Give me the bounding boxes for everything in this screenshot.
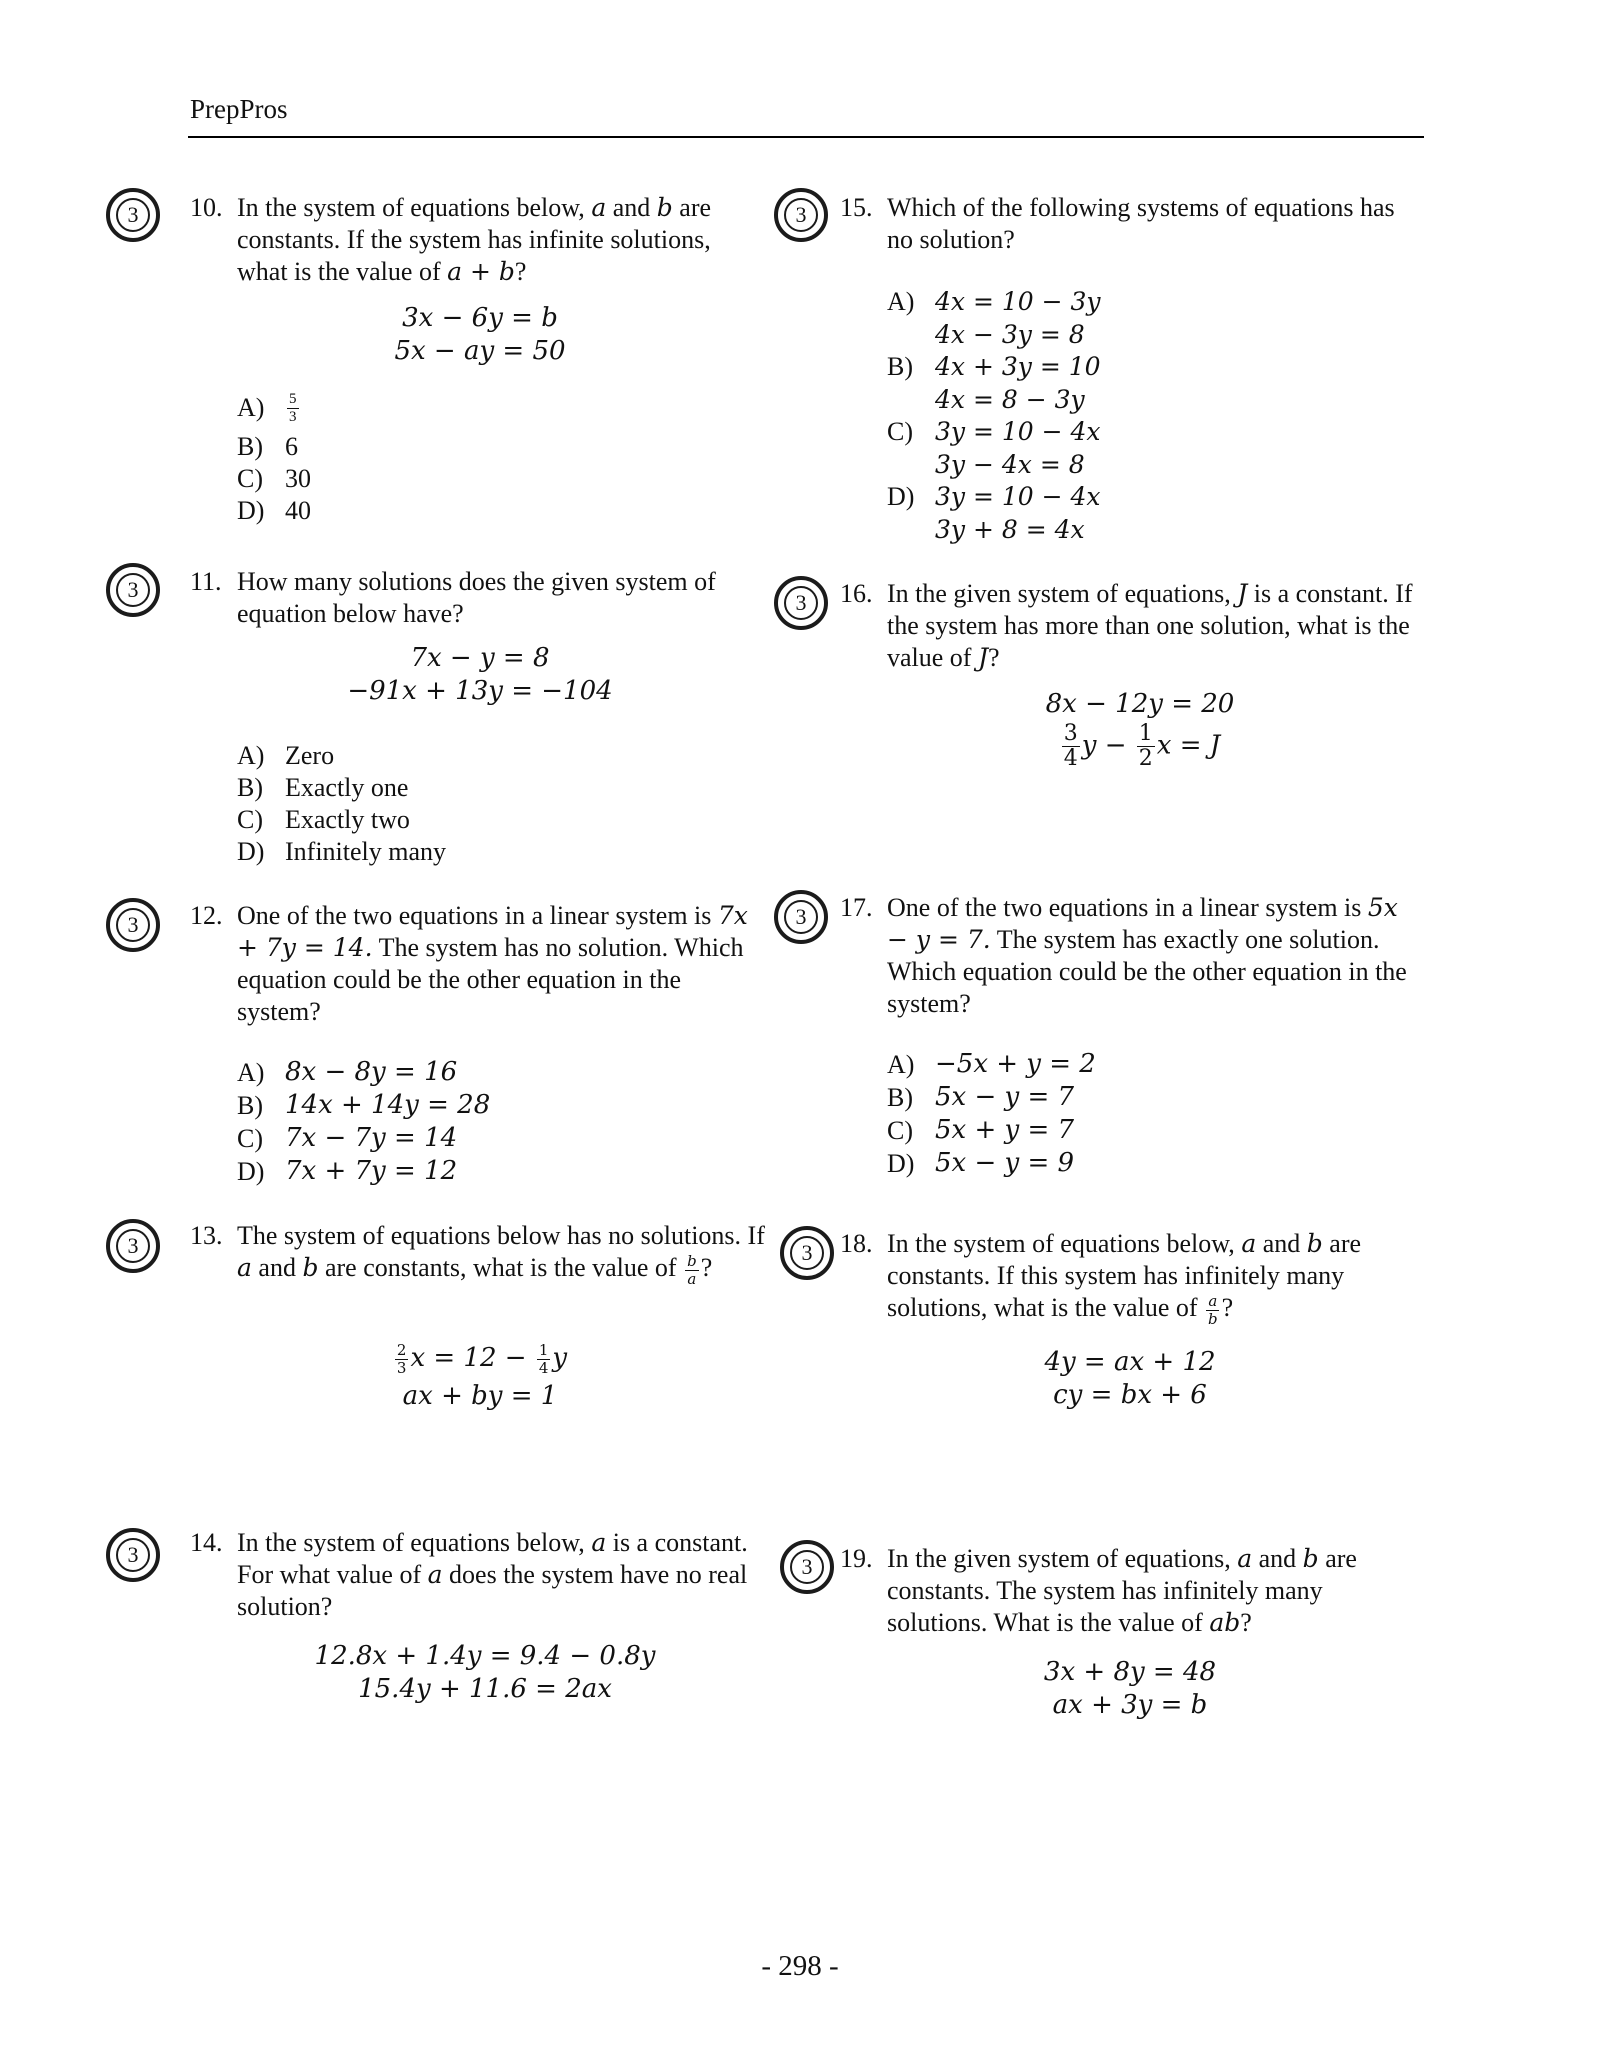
difficulty-badge: 3 bbox=[774, 890, 828, 944]
choice-d: D) 40 bbox=[237, 496, 311, 525]
question-number: 19. bbox=[840, 1544, 873, 1573]
question-text: In the system of equations below, a and b are constants. If this system has infinitely many solutions, what is the value of $\frac{a}{b}$ ? bbox=[887, 1229, 1362, 1328]
choice-a: A) $\frac{5}{3}$ bbox=[237, 390, 297, 425]
choice-d: D) 5x − y = 9 bbox=[887, 1148, 1075, 1178]
answer-choices bbox=[887, 286, 1101, 546]
header-title: PrepPros bbox=[190, 94, 288, 124]
equation-system: 3x + 8y = 48 ax + 3y = b bbox=[1043, 1657, 1217, 1720]
choice-b: B) 6 bbox=[237, 432, 298, 461]
choice-a: A) Zero bbox=[237, 741, 335, 770]
choice-d: D) Infinitely many bbox=[237, 837, 447, 866]
equation-system: 12.8x + 1.4y = 9.4 − 0.8y 15.4y + 11.6 = 2ax bbox=[314, 1641, 656, 1704]
question-text: Which of the following systems of equations has no solution? bbox=[887, 193, 1395, 254]
equation-system: 8x − 12y = 20 $\frac{3}{4}$ y − $\frac{1}{2}$ x = J bbox=[1000, 688, 1280, 770]
question-text: One of the two equations in a linear system is 7x + 7y = 14. The system has no solution. Which equation could be the other equation in the system? bbox=[237, 901, 748, 1026]
difficulty-badge: 3 bbox=[780, 1540, 834, 1594]
choice-d: D) 3y = 10 − 4x 3y + 8 = 4x bbox=[887, 482, 1101, 544]
equation-system: 4y = ax + 12 cy = bx + 6 bbox=[1044, 1347, 1216, 1410]
difficulty-badge: 3 bbox=[106, 1528, 160, 1582]
question-text: In the given system of equations, J is a constant. If the system has more than one solution, what is the value of J? bbox=[887, 579, 1413, 672]
header-divider bbox=[188, 136, 1424, 138]
equation-system: 3x − 6y = b 5x − ay = 50 bbox=[394, 303, 566, 366]
question-number: 15. bbox=[840, 193, 873, 222]
choice-c: C) 30 bbox=[237, 464, 311, 493]
choice-c: C) 5x + y = 7 bbox=[887, 1115, 1075, 1145]
question-text: How many solutions does the given system of equation below have? bbox=[237, 567, 716, 628]
question-number: 17. bbox=[840, 893, 873, 922]
equation-system: $\frac{2}{3}$ x = 12 − $\frac{1}{4}$ y ax + by = 1 bbox=[340, 1342, 620, 1413]
question-number: 13. bbox=[190, 1221, 223, 1250]
choice-c: C) 7x − 7y = 14 bbox=[237, 1123, 458, 1153]
question-text: In the system of equations below, a is a constant. For what value of a does the system have no real solution? bbox=[237, 1528, 748, 1621]
question-number: 11. bbox=[190, 567, 222, 596]
page-number: - 298 - bbox=[761, 1950, 839, 1982]
difficulty-badge: 3 bbox=[774, 576, 828, 630]
question-number: 18. bbox=[840, 1229, 873, 1258]
choice-c: C) 3y = 10 − 4x 3y − 4x = 8 bbox=[887, 417, 1101, 479]
question-number: 10. bbox=[190, 193, 223, 222]
choice-b: B) 4x + 3y = 10 4x = 8 − 3y bbox=[887, 352, 1101, 414]
equation-system: 7x − y = 8 −91x + 13y = −104 bbox=[347, 643, 613, 706]
difficulty-badge: 3 bbox=[780, 1226, 834, 1280]
answer-choices bbox=[237, 740, 446, 868]
choice-b: B) 14x + 14y = 28 bbox=[237, 1090, 491, 1120]
difficulty-badge: 3 bbox=[106, 1219, 160, 1273]
question-number: 12. bbox=[190, 901, 223, 930]
difficulty-badge: 3 bbox=[774, 188, 828, 242]
question-number: 14. bbox=[190, 1528, 223, 1557]
difficulty-badge: 3 bbox=[106, 563, 160, 617]
choice-a: A) 8x − 8y = 16 bbox=[237, 1057, 458, 1087]
difficulty-badge: 3 bbox=[106, 898, 160, 952]
difficulty-badge: 3 bbox=[106, 188, 160, 242]
choice-d: D) 7x + 7y = 12 bbox=[237, 1156, 458, 1186]
equation-line: $\frac{3}{4}$ y − $\frac{1}{2}$ x = J bbox=[1063, 721, 1221, 771]
choice-b: B) 5x − y = 7 bbox=[887, 1082, 1075, 1112]
choice-a: A) −5x + y = 2 bbox=[887, 1049, 1096, 1079]
question-text: In the given system of equations, a and b are constants. The system has infinitely many solutions. What is the value of ab? bbox=[887, 1544, 1357, 1637]
answer-choices bbox=[887, 1048, 1096, 1180]
question-text: In the system of equations below, a and b are constants. If the system has infinite solutions, what is the value of a + b? bbox=[237, 193, 712, 286]
choice-b: B) Exactly one bbox=[237, 773, 409, 802]
equation-line: $\frac{2}{3}$ x = 12 − $\frac{1}{4}$ y bbox=[396, 1340, 568, 1377]
question-number: 16. bbox=[840, 579, 873, 608]
question-text: The system of equations below has no solutions. If a and b are constants, what is the value of $\frac{b}{a}$ ? bbox=[237, 1221, 765, 1288]
choice-c: C) Exactly two bbox=[237, 805, 410, 834]
answer-choices bbox=[237, 385, 311, 527]
question-text: One of the two equations in a linear system is 5x − y = 7. The system has exactly one solution. Which equation could be the other equation in the system? bbox=[887, 893, 1407, 1018]
answer-choices bbox=[237, 1056, 490, 1188]
choice-a: A) 4x = 10 − 3y 4x − 3y = 8 bbox=[887, 287, 1101, 349]
